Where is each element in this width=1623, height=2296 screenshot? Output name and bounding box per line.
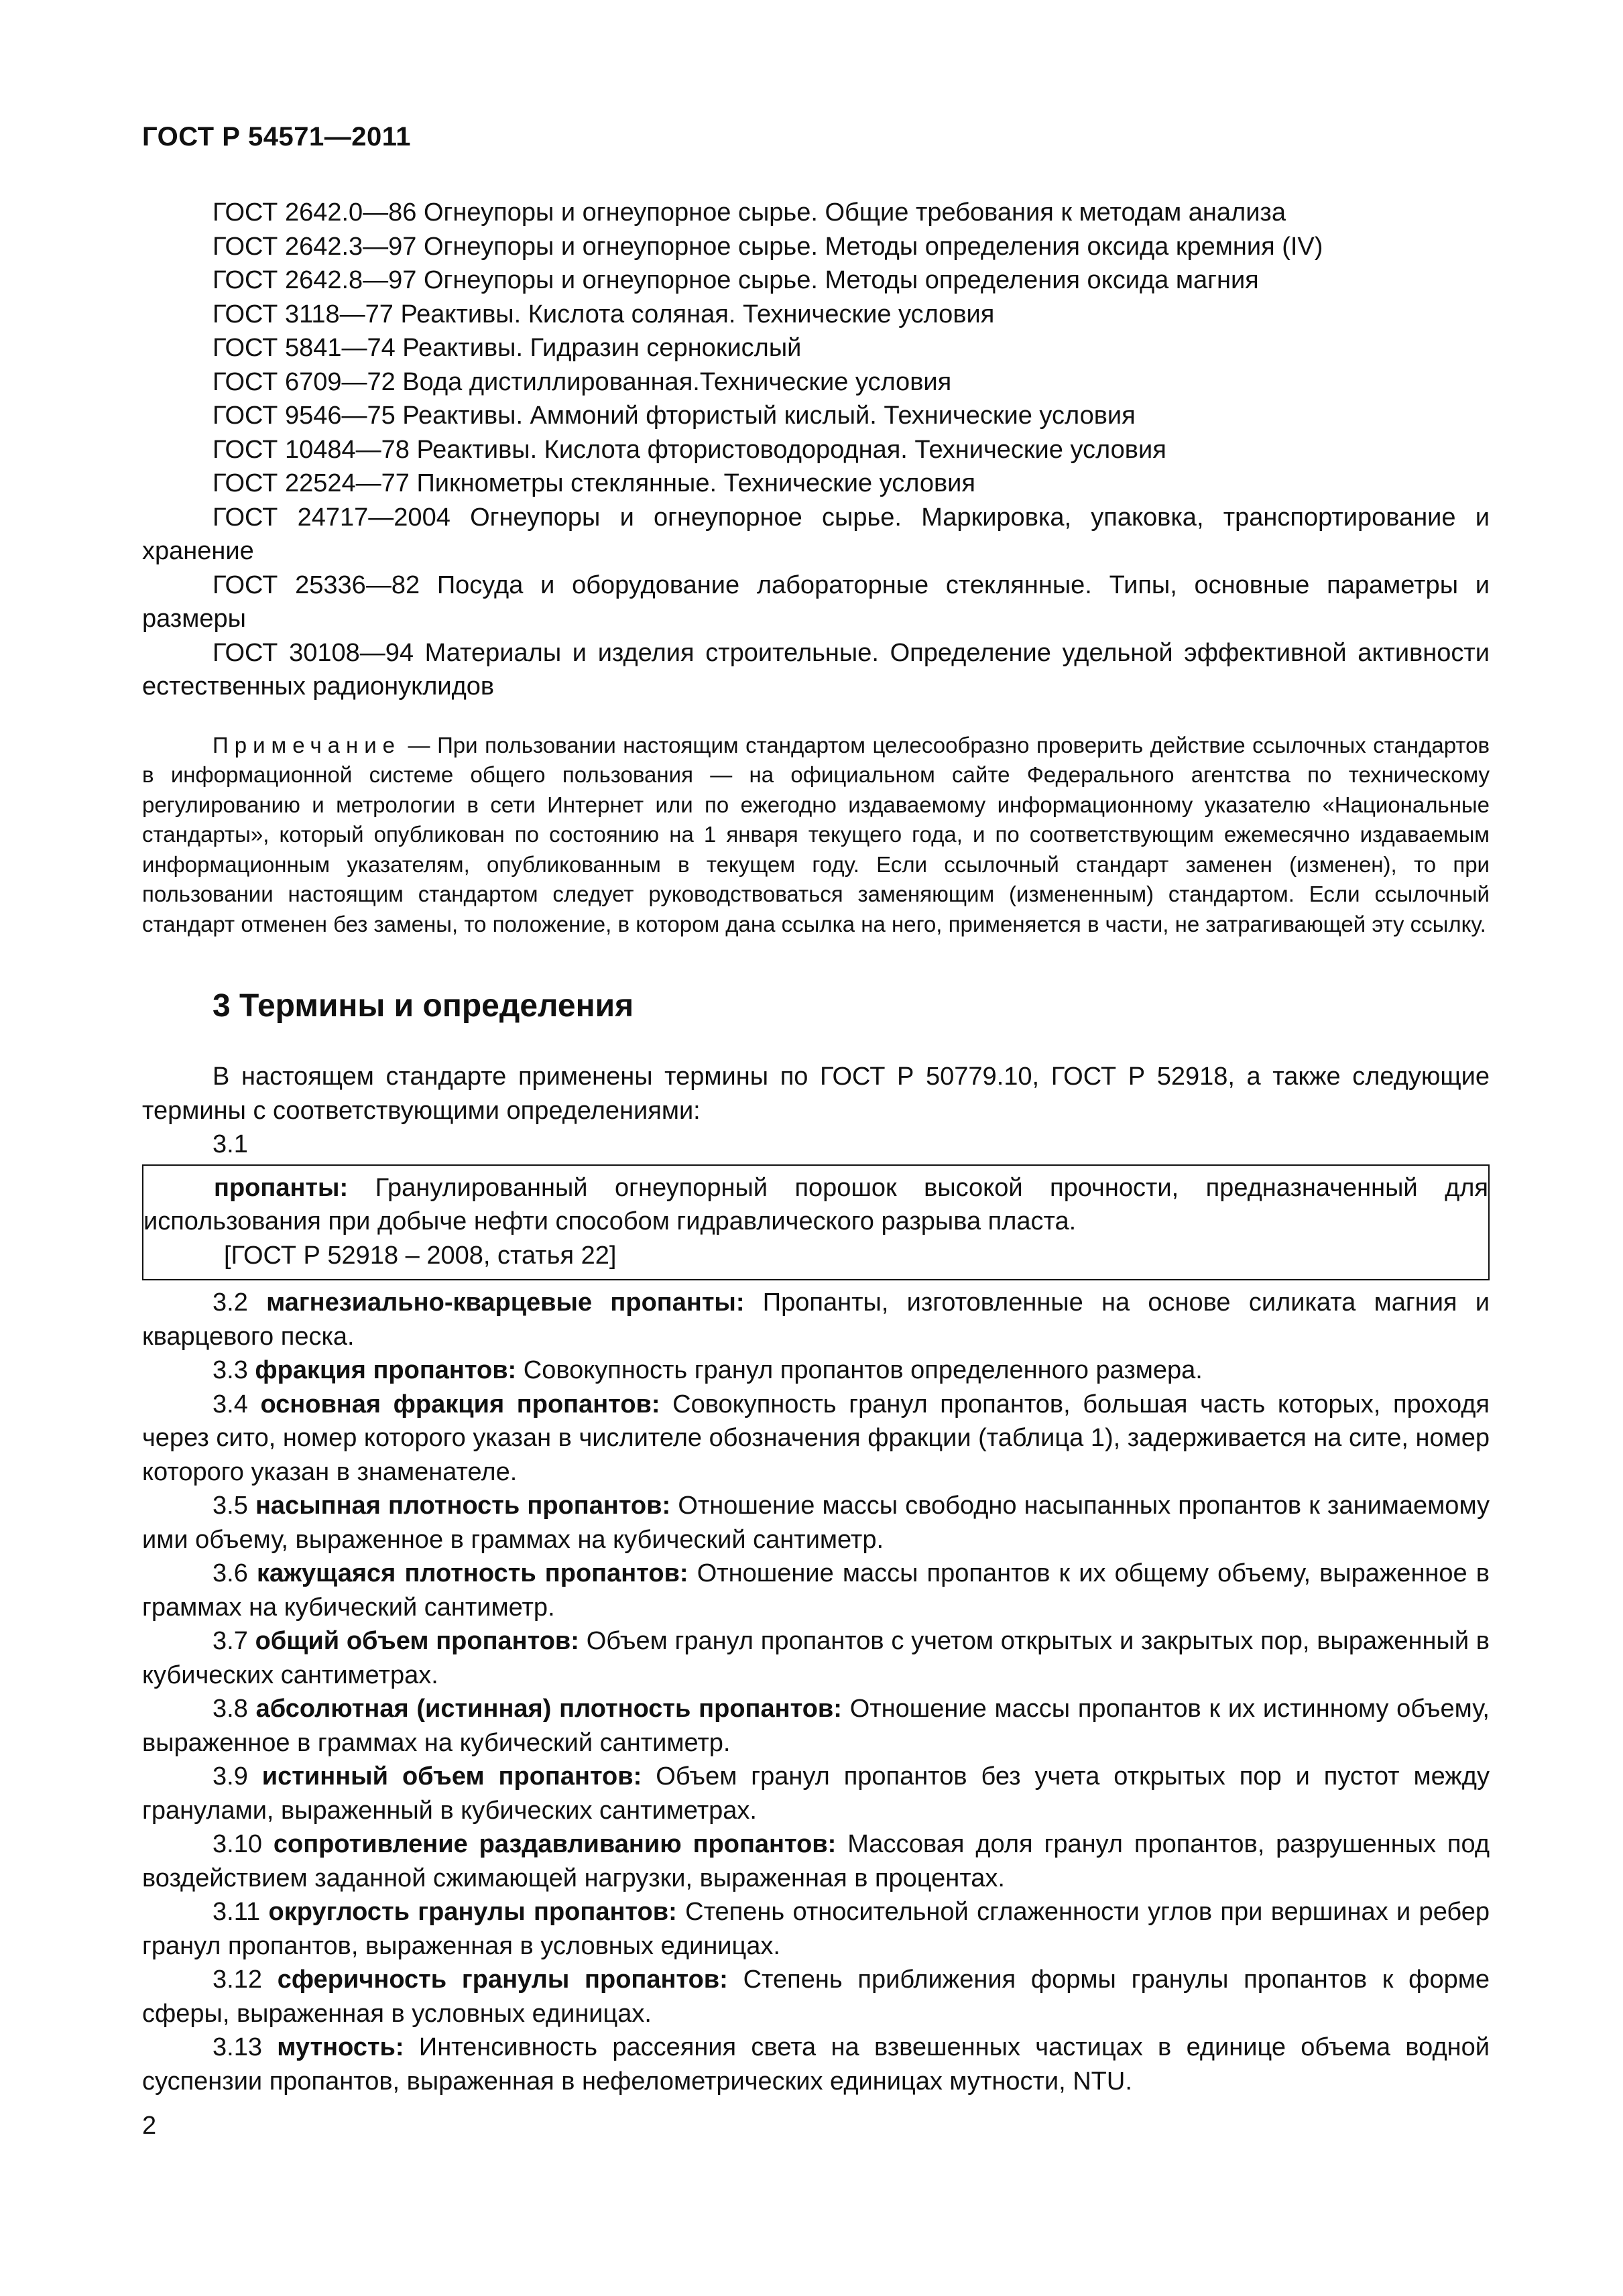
reference-item: ГОСТ 2642.0—86 Огнеупоры и огнеупорное сырье. Общие требования к методам анализа xyxy=(213,198,1286,227)
term-text: Объем гранул пропантов без учета открытых пор и пустот между гранулами, выраженный в кубических сантиметрах. xyxy=(142,1762,1490,1825)
reference-item: ГОСТ 25336—82 Посуда и оборудование лабораторные стеклянные. Типы, основные параметры и размеры xyxy=(142,570,1490,633)
term-text: Отношение массы пропантов к их общему объему, выраженное в граммах на кубический сантиметр. xyxy=(142,1559,1490,1622)
reference-item: ГОСТ 2642.8—97 Огнеупоры и огнеупорное сырье. Методы определения оксида магния xyxy=(213,266,1259,294)
term-item xyxy=(142,1963,1490,2031)
term-item xyxy=(142,1692,1490,1760)
document-body xyxy=(142,196,1490,2098)
term-name: магнезиально-кварцевые пропанты: xyxy=(266,1288,745,1317)
term-name: основная фракция пропантов: xyxy=(260,1390,660,1418)
term-text: Степень относительной сглаженности углов при вершинах и ребер гранул пропантов, выраженная в условных единицах. xyxy=(142,1898,1490,1960)
term-number: 3.12 xyxy=(213,1966,278,1994)
term-text: Отношение массы пропантов к их истинному объему, выраженное в граммах на кубический сантиметр. xyxy=(142,1695,1490,1757)
reference-item: ГОСТ 6709—72 Вода дистиллированная.Технические условия xyxy=(213,367,952,396)
reference-item: ГОСТ 5841—74 Реактивы. Гидразин сернокислый xyxy=(213,334,802,362)
reference-item: ГОСТ 30108—94 Материалы и изделия строительные. Определение удельной эффективной активности естественных радионуклидов xyxy=(142,638,1490,701)
term-text: Интенсивность рассеяния света на взвешенных частицах в единице объема водной суспензии пропантов, выраженная в нефелометрических единицах мутности, NTU. xyxy=(142,2033,1490,2096)
term-number: 3.13 xyxy=(213,2033,278,2061)
section-intro: В настоящем стандарте применены термины по ГОСТ Р 50779.10, ГОСТ Р 52918, а также следующие термины с соответствующими определениями: xyxy=(142,1063,1490,1125)
reference-item: ГОСТ 22524—77 Пикнометры стеклянные. Технические условия xyxy=(213,469,975,497)
term-item xyxy=(142,1827,1490,1895)
document-header: ГОСТ Р 54571—2011 xyxy=(142,122,411,152)
term-number: 3.1 xyxy=(213,1130,248,1158)
term-number: 3.9 xyxy=(213,1762,262,1791)
reference-item: ГОСТ 9546—75 Реактивы. Аммоний фтористый кислый. Технические условия xyxy=(213,402,1136,430)
term-item xyxy=(142,1557,1490,1624)
references-list xyxy=(142,196,1490,704)
note-text: — При пользовании настоящим стандартом целесообразно проверить действие ссылочных стандартов в информационной системе общего пользования — на официальном сайте Федерального агентства по техническому регулированию и метрологии в сети Интернет или по ежегодно издаваемому информационному указателю «Национальные стандарты», который опубликован по состоянию на 1 января текущего года, и по соответствующим ежемесячно издаваемым информационным указателям, опубликованным в текущем году. Если ссылочный стандарт заменен (изменен), то при пользовании настоящим стандартом следует руководствоваться заменяющим (измененным) стандартом. Если ссылочный стандарт отменен без замены, то положение, в котором дана ссылка на него, применяется в части, не затрагивающей эту ссылку. xyxy=(142,732,1490,936)
term-number: 3.7 xyxy=(213,1627,255,1655)
term-name: сферичность гранулы пропантов: xyxy=(277,1966,728,1994)
term-number: 3.11 xyxy=(213,1898,269,1926)
term-name: округлость гранулы пропантов: xyxy=(268,1898,677,1926)
term-name: сопротивление раздавливанию пропантов: xyxy=(273,1830,837,1858)
term-source: [ГОСТ Р 52918 – 2008, статья 22] xyxy=(224,1241,617,1270)
term-item xyxy=(142,1895,1490,1963)
term-text: Массовая доля гранул пропантов, разрушенных под воздействием заданной сжимающей нагрузки, выраженная в процентах. xyxy=(142,1830,1490,1892)
term-item xyxy=(142,1760,1490,1827)
boxed-term xyxy=(143,1171,1488,1239)
note-label: Примечание xyxy=(213,732,402,758)
term-name: кажущаяся плотность пропантов: xyxy=(256,1559,688,1587)
term-item xyxy=(142,1624,1490,1692)
terms-list xyxy=(142,1286,1490,2098)
section-heading: 3 Термины и определения xyxy=(213,988,634,1024)
page-number: 2 xyxy=(142,2112,157,2140)
term-item xyxy=(142,1388,1490,1490)
term-number: 3.2 xyxy=(213,1288,267,1317)
term-definition-box xyxy=(142,1164,1490,1281)
term-name: общий объем пропантов: xyxy=(255,1627,579,1655)
term-item xyxy=(142,1489,1490,1557)
term-name: абсолютная (истинная) плотность пропантов: xyxy=(255,1695,842,1723)
reference-item: ГОСТ 24717—2004 Огнеупоры и огнеупорное сырье. Маркировка, упаковка, транспортирование и хранение xyxy=(142,503,1490,565)
reference-item: ГОСТ 3118—77 Реактивы. Кислота соляная. Технические условия xyxy=(213,300,995,328)
term-number: 3.6 xyxy=(213,1559,257,1587)
term-name: фракция пропантов: xyxy=(255,1356,517,1384)
term-number: 3.10 xyxy=(213,1830,274,1858)
term-text: Совокупность гранул пропантов, большая часть которых, проходя через сито, номер которого указан в числителе обозначения фракции (таблица 1), задерживается на сите, номер которого указан в знаменателе. xyxy=(142,1390,1490,1486)
term-item xyxy=(142,1353,1490,1388)
term-number: 3.5 xyxy=(213,1492,255,1520)
term-text: Совокупность гранул пропантов определенного размера. xyxy=(516,1356,1203,1384)
reference-item: ГОСТ 10484—78 Реактивы. Кислота фтористоводородная. Технические условия xyxy=(213,435,1166,464)
term-text: Отношение массы свободно насыпанных пропантов к занимаемому ими объему, выраженное в граммах на кубический сантиметр. xyxy=(142,1492,1490,1554)
term-text: Гранулированный огнеупорный порошок высокой прочности, предназначенный для использования при добыче нефти способом гидравлического разрыва пласта. xyxy=(143,1173,1488,1235)
term-name: мутность: xyxy=(277,2033,404,2061)
term-number: 3.3 xyxy=(213,1356,255,1384)
term-name: насыпная плотность пропантов: xyxy=(255,1492,671,1520)
term-text: Объем гранул пропантов с учетом открытых и закрытых пор, выраженный в кубических сантиметрах. xyxy=(142,1627,1490,1689)
term-number: 3.8 xyxy=(213,1695,256,1723)
term-number: 3.4 xyxy=(213,1390,261,1418)
note-paragraph xyxy=(142,731,1490,940)
term-item xyxy=(142,2031,1490,2098)
term-item xyxy=(142,1286,1490,1353)
term-text: Пропанты, изготовленные на основе силиката магния и кварцевого песка. xyxy=(142,1288,1490,1351)
term-text: Степень приближения формы гранулы пропантов к форме сферы, выраженная в условных единицах. xyxy=(142,1966,1490,2028)
term-name: истинный объем пропантов: xyxy=(261,1762,642,1791)
term-name: пропанты: xyxy=(214,1173,349,1202)
reference-item: ГОСТ 2642.3—97 Огнеупоры и огнеупорное сырье. Методы определения оксида кремния (IV) xyxy=(213,232,1323,261)
